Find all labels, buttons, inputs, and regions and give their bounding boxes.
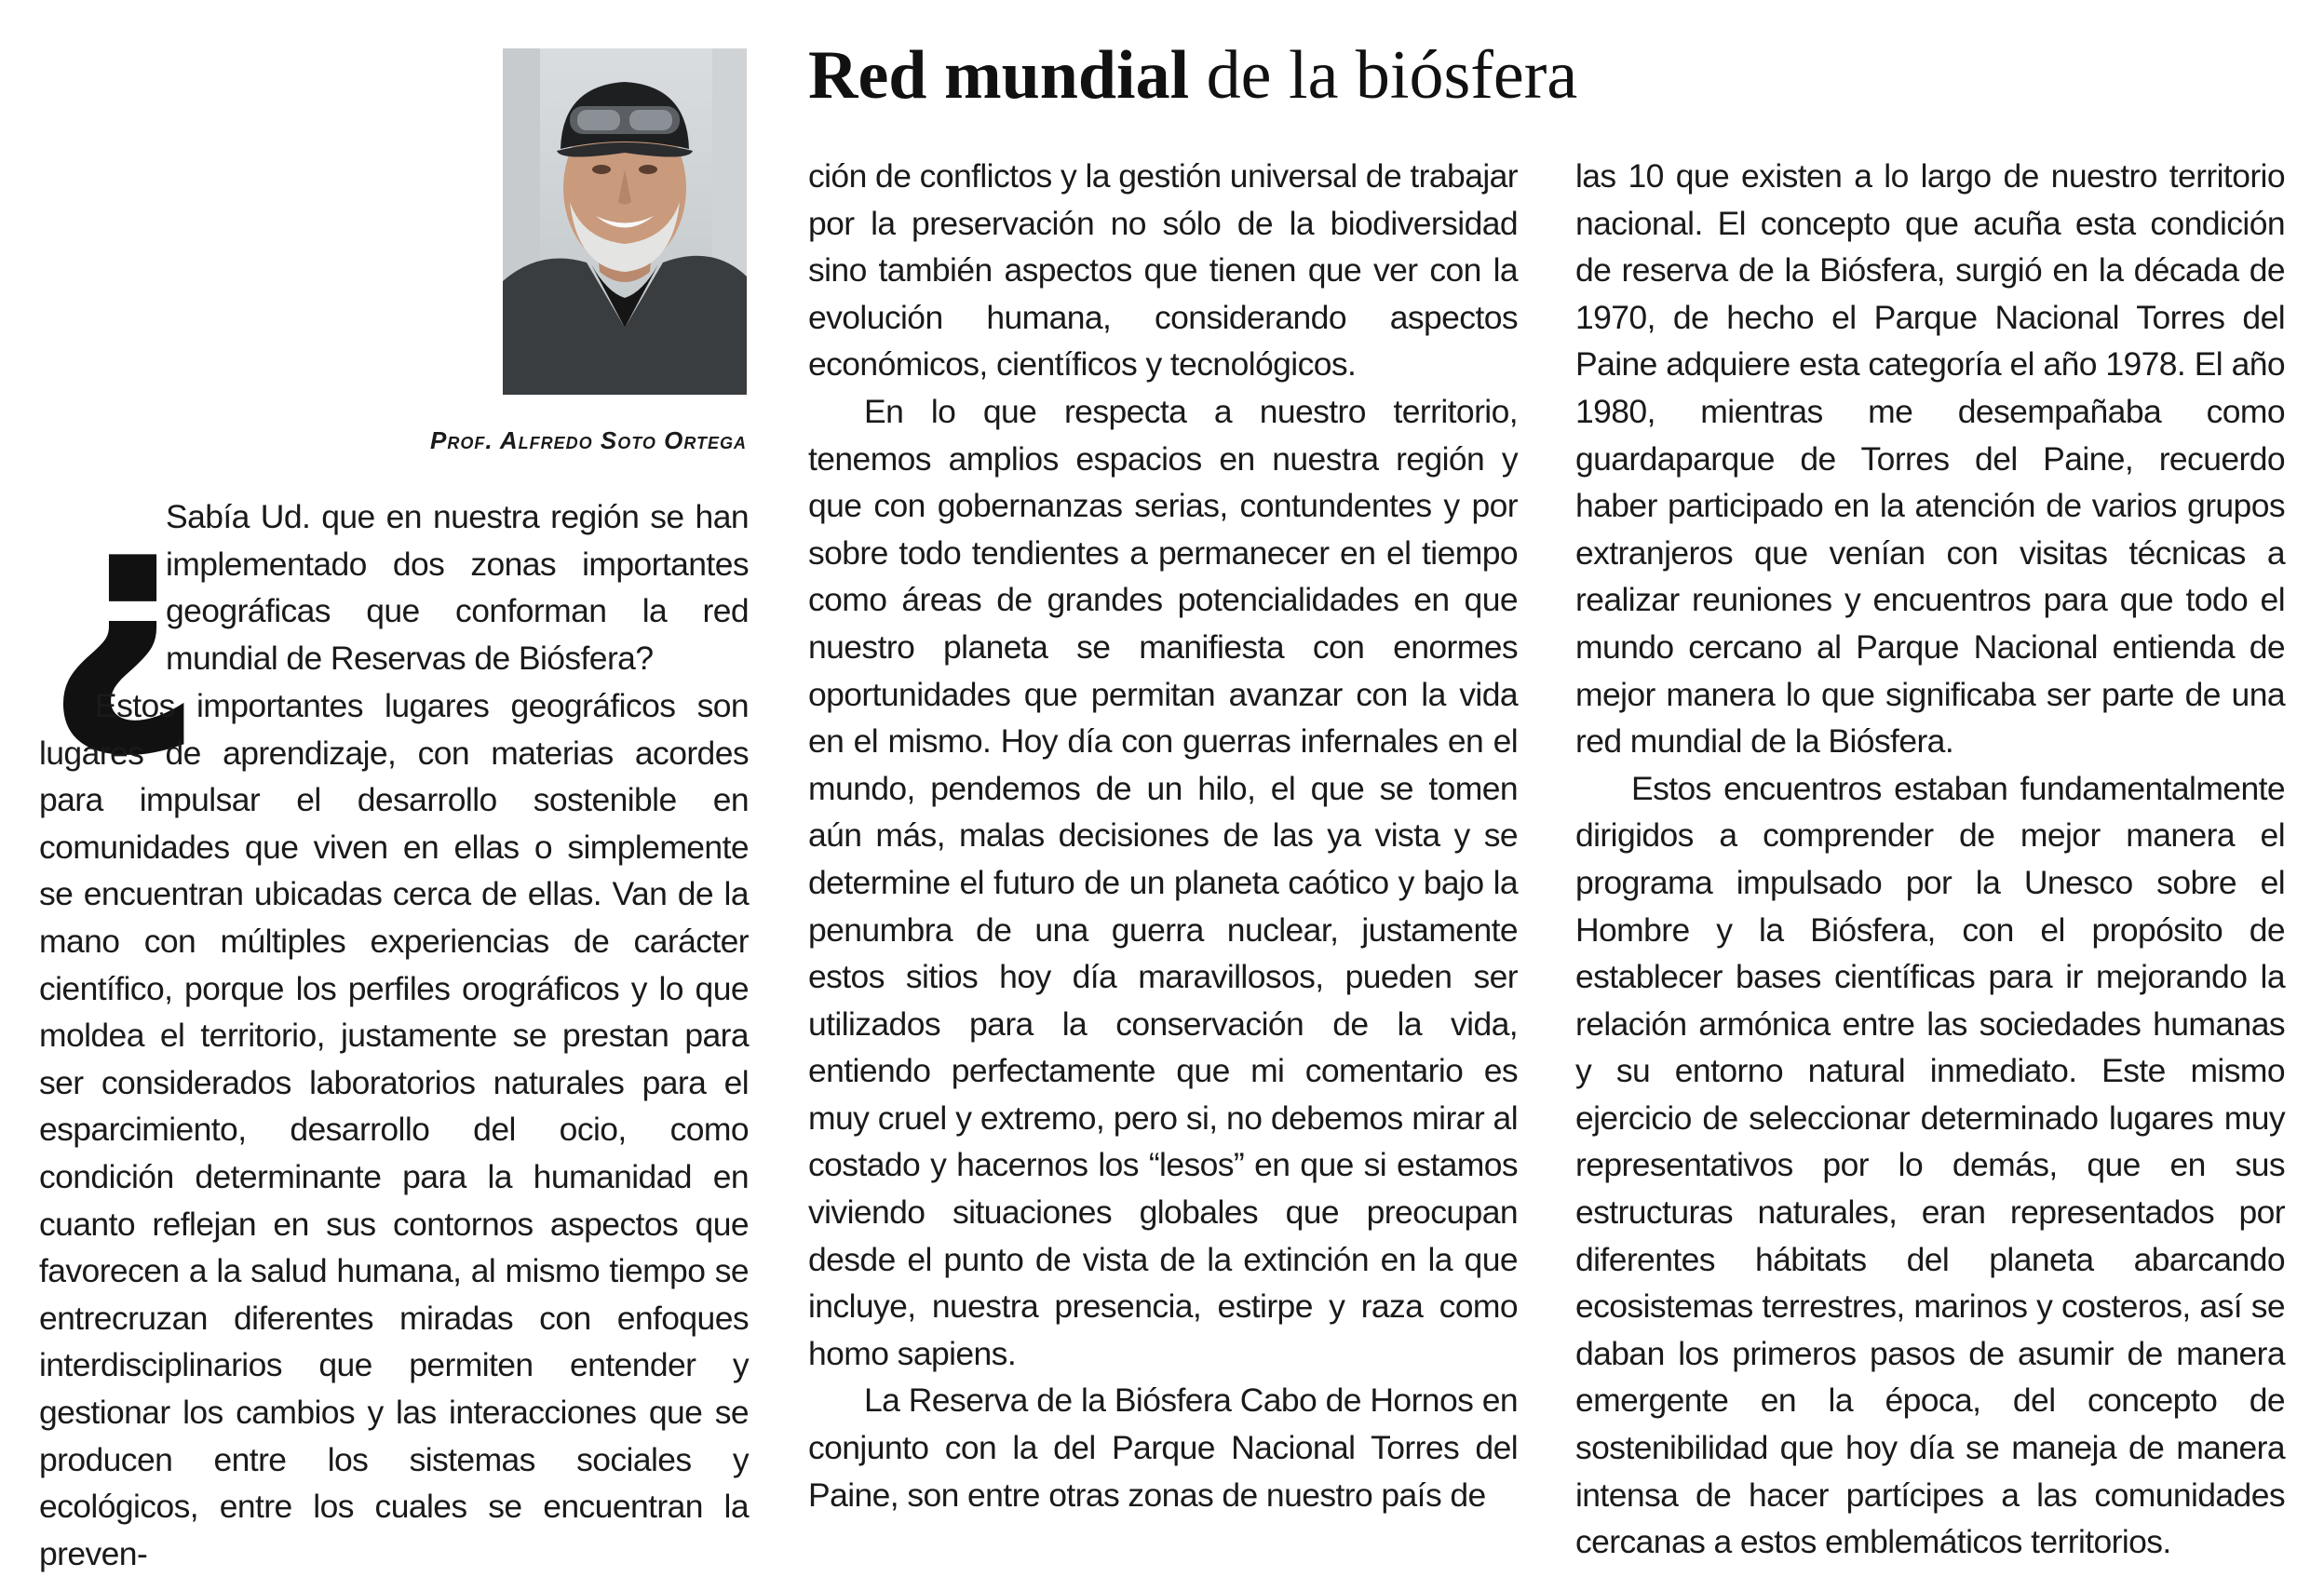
column-1-intro xyxy=(166,493,749,681)
column-3-paragraph-1: las 10 que existen a lo largo de nuestro territorio nacional. El concepto que acuña esta condición de reserva de la Biósfera, surgió en la década de 1970, de hecho el Parque Nacional Torres del Paine adquiere esta categoría el año 1978. El año 1980, mientras me desempañaba como guardaparque de Torres del Paine, recuerdo haber participado en la atención de varios grupos extranjeros que venían con visitas técnicas a realizar reuniones y encuentros para que todo el mundo cercano al Parque Nacional entienda de mejor manera lo que significaba ser parte de una red mundial de la Biósfera. xyxy=(1575,157,2285,761)
column-3-paragraph-2: Estos encuentros estaban fundamentalmente dirigidos a comprender de mejor manera el programa impulsado por la Unesco sobre el Hombre y la Biósfera, con el propósito de establecer bases científicas para ir mejorando la relación armónica entre las sociedades humanas y su entorno natural inmediato. Este mismo ejercicio de seleccionar determinado lugares muy representativos por lo demás, que en sus estructuras naturales, eran representados por diferentes hábitats del planeta abarcando ecosistemas terrestres, marinos y costeros, así se daban los primeros pasos de asumir de manera emergente en la época, del concepto de sostenibilidad que hoy día se maneja de manera intensa de hacer partícipes a las comunidades cercanas a estos emblemáticos territorios. xyxy=(1575,769,2285,1561)
intro-paragraph: Sabía Ud. que en nuestra región se han implementado dos zonas importantes geográficas que conforman la red mundial de Reservas de Biósfera? xyxy=(166,498,749,677)
drop-cap-question-mark: ¿ xyxy=(45,452,202,766)
column-2 xyxy=(808,153,1518,1518)
column-1 xyxy=(39,682,749,1577)
author-portrait-image xyxy=(503,48,747,395)
headline-regular: de la biósfera xyxy=(1189,37,1578,114)
article-headline xyxy=(808,37,2298,114)
column-2-paragraph-2: En lo que respecta a nuestro territorio, tenemos amplios espacios en nuestra región y que con gobernanzas serias, contundentes y por sobre todo tendientes a permanecer en el tiempo como áreas de grandes potencialidades en que nuestro planeta se manifiesta con enormes oportunidades que permitan avanzar con la vida en el mismo. Hoy día con guerras infernales en el mundo, pendemos de un hilo, el que se tomen aún más, malas decisiones de las ya vista y se determine el futuro de un planeta caótico y bajo la penumbra de una guerra nuclear, justamente estos sitios hoy día maravillosos, pueden ser utilizados para la conservación de la vida, entiendo perfectamente que mi comentario es muy cruel y extremo, pero si, no debemos mirar al costado y hacernos los “lesos” en que si estamos viviendo situaciones globales que preocupan desde el punto de vista de la extinción en la que incluye, nuestra presencia, estirpe y raza como homo sapiens. xyxy=(808,392,1518,1372)
author-photo xyxy=(503,48,747,395)
author-byline: Prof. Alfredo Soto Ortega xyxy=(430,426,747,454)
column-1-paragraph: Estos importantes lugares geográficos son lugares de aprendizaje, con materias acordes para impulsar el desarrollo sostenible en comunidades que viven en ellas o simplemente se encuentran ubicadas cerca de ellas. Van de la mano con múltiples experiencias de carácter científico, porque los perfiles orográficos y lo que moldea el territorio, justamente se prestan para ser considerados laboratorios naturales para el esparcimiento, desarrollo del ocio, como condición determinante para la humanidad en cuanto reflejan en sus contornos aspectos que favorecen a la salud humana, al mismo tiempo se entrecruzan diferentes miradas con enfoques interdisciplinarios que permiten entender y gestionar los cambios y las interacciones que se producen entre los sistemas sociales y ecológicos, entre los cuales se encuentran la preven- xyxy=(39,687,749,1572)
headline-bold: Red mundial xyxy=(808,37,1190,114)
column-3 xyxy=(1575,153,2285,1566)
column-2-paragraph-3: La Reserva de la Biósfera Cabo de Hornos en conjunto con la del Parque Nacional Torres del Paine, son entre otras zonas de nuestro país de xyxy=(808,1382,1518,1514)
column-2-paragraph-1: ción de conflictos y la gestión universal de trabajar por la preservación no sólo de la biodiversidad sino también aspectos que tienen que ver con la evolución humana, considerando aspectos económicos, científicos y tecnológicos. xyxy=(808,157,1518,384)
